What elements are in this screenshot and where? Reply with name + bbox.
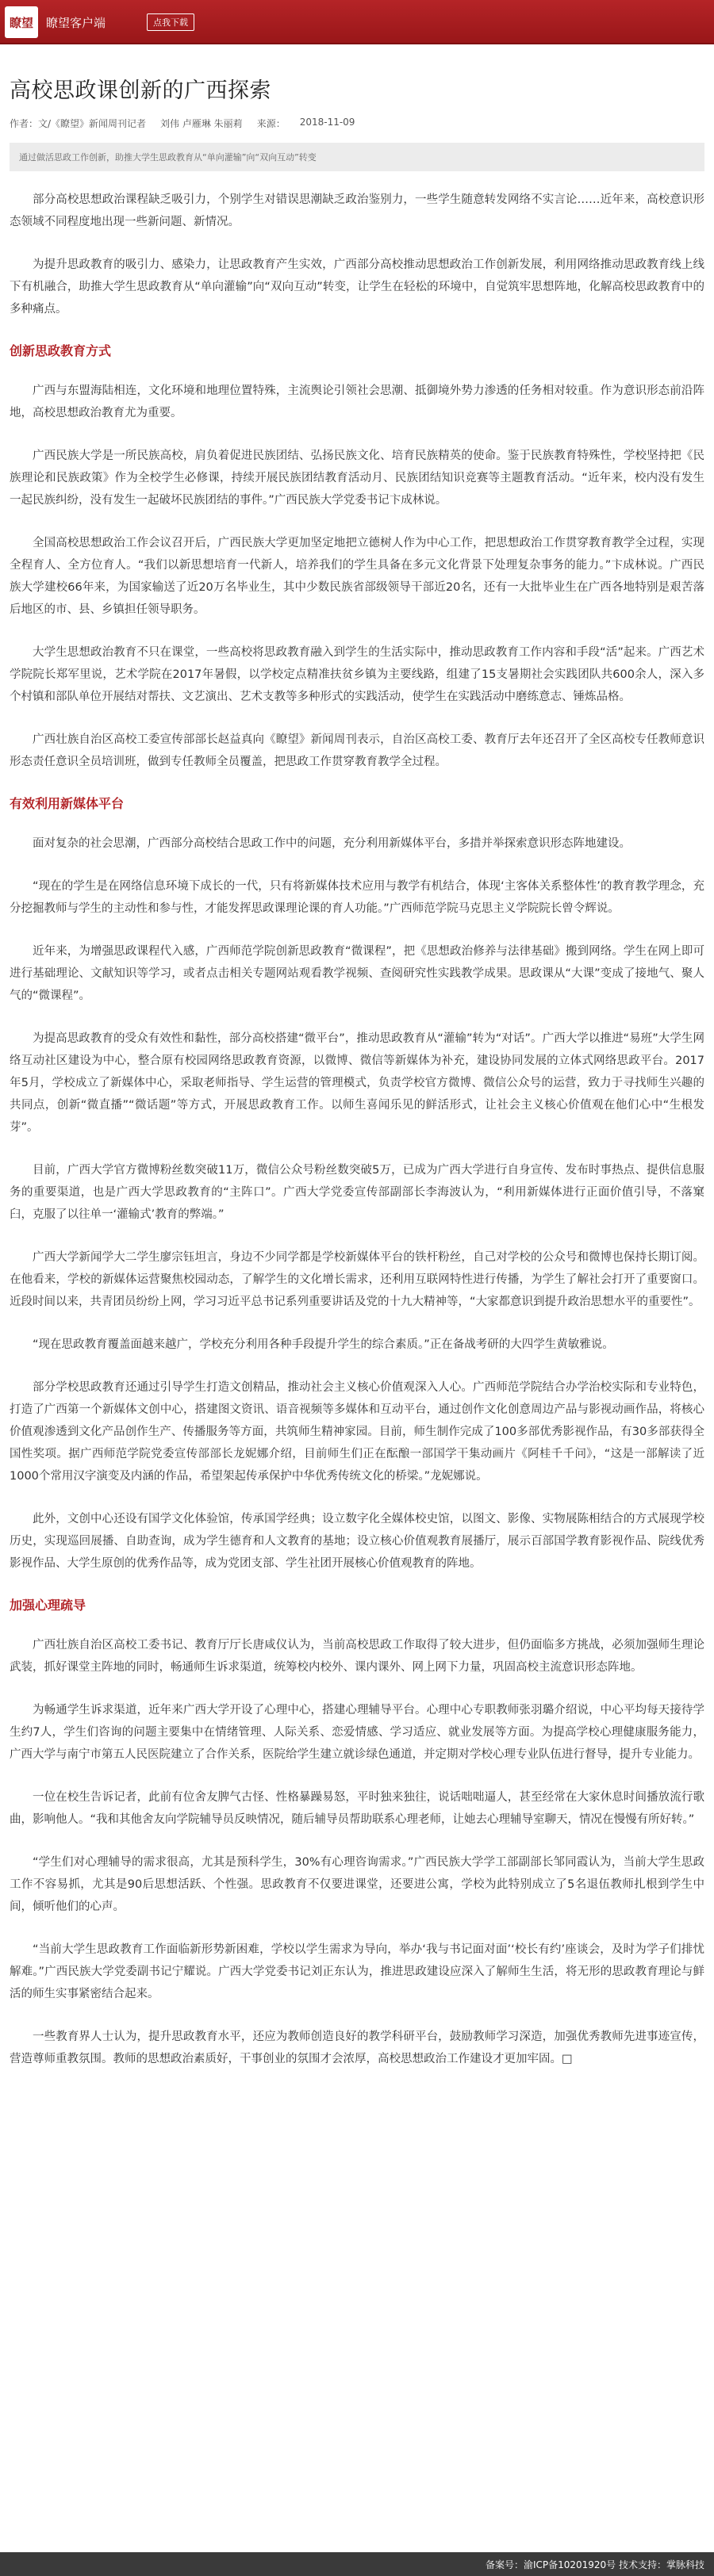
article-reporters: 刘伟 卢雁琳 朱丽莉 — [160, 118, 243, 129]
article-author: 作者：文/《瞭望》新闻周刊记者 — [10, 118, 147, 129]
paragraph: 此外，文创中心还设有国学文化体验馆，传承国学经典；设立数字化全媒体校史馆，以图文、影像、实物展陈相结合的方式展现学校历史，实现巡回展播、自助查询，成为学生德育和人文教育的基地；设立核心价值观教育展播厅，展示百部国学教育影视作品、院线优秀影视作品、大学生原创的优秀作品等，成为党团支部、学生社团开展核心价值观教育的阵地。 — [10, 1513, 704, 1570]
paragraph: 广西大学新闻学大二学生廖宗钰坦言，身边不少同学都是学校新媒体平台的铁杆粉丝，自己对学校的公众号和微博也保持长期订阅。在他看来，学校的新媒体运营聚焦校园动态，了解学生的文化增长需求，还利用互联网特性进行传播，为学生了解社会打开了重要窗口。近段时间以来，共青团员纷纷上网，学习习近平总书记系列重要讲话及党的十九大精神等，“大家都意识到提升政治思想水平的重要性”。 — [10, 1251, 704, 1308]
paragraph: “学生们对心理辅导的需求很高，尤其是预科学生，30%有心理咨询需求。”广西民族大学学工部副部长邹同霞认为，当前大学生思政工作不容易抓，尤其是90后思想活跃、个性强。思政教育不仅要进课堂，还要进公寓，学校为此特别成立了5名退伍教师扎根到学生中间，倾听他们的心声。 — [10, 1856, 704, 1913]
paragraph: 广西民族大学是一所民族高校，肩负着促进民族团结、弘扬民族文化、培育民族精英的使命。鉴于民族教育特殊性，学校坚持把《民族理论和民族政策》作为全校学生必修课，持续开展民族团结教育活动月、民族团结知识竞赛等主题教育活动。“近年来，校内没有发生一起民族纠纷，没有发生一起破坏民族团结的事件。”广西民族大学党委书记卞成林说。 — [10, 450, 704, 507]
article-meta — [10, 117, 704, 130]
paragraph: 广西壮族自治区高校工委书记、教育厅厅长唐咸仪认为，当前高校思政工作取得了较大进步，但仍面临多方挑战，必须加强师生理论武装，抓好课堂主阵地的同时，畅通师生诉求渠道，统筹校内校外、课内课外、网上网下力量，巩固高校主流意识形态阵地。 — [10, 1639, 704, 1674]
paragraph: 面对复杂的社会思潮，广西部分高校结合思政工作中的问题，充分利用新媒体平台，多措并举探索意识形态阵地建设。 — [33, 837, 631, 850]
paragraph: 部分高校思想政治课程缺乏吸引力，个别学生对错误思潮缺乏政治鉴别力，一些学生随意转发网络不实言论……近年来，高校意识形态领域不同程度地出现一些新问题、新情况。 — [10, 193, 704, 228]
footer-bar — [0, 2552, 714, 2576]
paragraph: 部分学校思政教育还通过引导学生打造文创精品，推动社会主义核心价值观深入人心。广西师范学院结合办学治校实际和专业特色，打造了广西第一个新媒体文创中心，搭建图文资讯、语音视频等多媒体和互动平台，通过创作文化创意周边产品与影视动画作品，将核心价值观渗透到文化产品创作生产、传播服务等方面，共筑师生精神家园。目前，师生制作完成了100多部优秀影视作品，有30多部获得全国性奖项。据广西师范学院党委宣传部部长龙妮娜介绍，目前师生们正在酝酿一部国学干集动画片《阿桂千千问》，“这是一部解读了近1000个常用汉字演变及内涵的作品，希望架起传承保护中华优秀传统文化的桥梁。”龙妮娜说。 — [10, 1381, 704, 1483]
footer-text: 备案号：渝ICP备10201920号 技术支持：掌脉科技 — [485, 2559, 704, 2570]
paragraph: 广西壮族自治区高校工委宣传部部长赵益真向《瞭望》新闻周刊表示，自治区高校工委、教育厅去年还召开了全区高校专任教师意识形态责任意识全员培训班，做到专任教师全员覆盖，把思政工作贯穿教育教学全过程。 — [10, 733, 704, 768]
article-summary: 通过做活思政工作创新，助推大学生思政教育从“单向灌输”向“双向互动”转变 — [10, 143, 704, 171]
section-heading-new-media: 有效利用新媒体平台 — [10, 796, 125, 811]
paragraph: 为畅通学生诉求渠道，近年来广西大学开设了心理中心，搭建心理辅导平台。心理中心专职教师张羽璐介绍说，中心平均每天接待学生约7人，学生们咨询的问题主要集中在情绪管理、人际关系、恋爱情感、学习适应、就业发展等方面。为提高学校心理健康服务能力，广西大学与南宁市第五人民医院建立了合作关系，医院给学生建立就诊绿色通道，并定期对学校心理专业队伍进行督导，提升专业能力。 — [10, 1704, 704, 1761]
paragraph: 一位在校生告诉记者，此前有位舍友脾气古怪、性格暴躁易怒，平时独来独往，说话咄咄逼人，甚至经常在大家休息时间播放流行歌曲，影响他人。“我和其他舍友向学院辅导员反映情况，随后辅导员帮助联系心理老师，让她去心理辅导室聊天，情况在慢慢有所好转。” — [10, 1791, 704, 1826]
article-header — [0, 73, 714, 171]
page-title: 高校思政课创新的广西探索 — [10, 78, 271, 103]
article-date: 2018-11-09 — [299, 117, 355, 128]
paragraph: 广西与东盟海陆相连，文化环境和地理位置特殊，主流舆论引领社会思潮、抵御境外势力渗透的任务相对较重。作为意识形态前沿阵地，高校思想政治教育尤为重要。 — [10, 385, 704, 419]
paragraph: 目前，广西大学官方微博粉丝数突破11万，微信公众号粉丝数突破5万，已成为广西大学进行自身宣传、发布时事热点、提供信息服务的重要渠道，也是广西大学思政教育的“主阵口”。广西大学党委宣传部副部长李海波认为，“利用新媒体进行正面价值引导，不落窠臼，克服了以往单一‘灌输式’教育的弊端。” — [10, 1164, 704, 1221]
paragraph: 大学生思想政治教育不只在课堂，一些高校将思政教育融入到学生的生活实际中，推动思政教育工作内容和手段“活”起来。广西艺术学院院长郑军里说，艺术学院在2017年暑假，以学校定点精准扶贫乡镇为主要线路，组建了15支暑期社会实践团队共600余人，深入多个村镇和部队单位开展结对帮扶、文艺演出、艺术支教等多种形式的实践活动，使学生在实践活动中磨练意志、锤炼品格。 — [10, 646, 704, 703]
paragraph: “现在的学生是在网络信息环境下成长的一代，只有将新媒体技术应用与教学有机结合，体现‘主客体关系整体性’的教育教学理念，充分挖掘教师与学生的主动性和参与性，才能发挥思政课理论课的育人功能。”广西师范学院马克思主义学院院长曾令辉说。 — [10, 880, 704, 915]
paragraph: 一些教育界人士认为，提升思政教育水平，还应为教师创造良好的教学科研平台，鼓励教师学习深造，加强优秀教师先进事迹宣传，营造尊师重教氛围。教师的思想政治素质好，干事创业的氛围才会浓厚，高校思想政治工作建设才更加牢固。□ — [10, 2031, 704, 2065]
paragraph: “现在思政教育覆盖面越来越广，学校充分利用各种手段提升学生的综合素质。”正在备战考研的大四学生黄敏雅说。 — [33, 1338, 614, 1351]
paragraph: 为提升思政教育的吸引力、感染力，让思政教育产生实效，广西部分高校推动思想政治工作创新发展，利用网络推动思政教育线上线下有机融合，助推大学生思政教育从“单向灌输”向“双向互动”转变，让学生在轻松的环境中，自觉筑牢思想阵地，化解高校思政教育中的多种痛点。 — [10, 258, 704, 316]
top-bar — [0, 0, 714, 44]
article-body — [0, 189, 714, 2070]
article-source: 来源： — [256, 118, 286, 129]
paragraph: 近年来，为增强思政课程代入感，广西师范学院创新思政教育“微课程”，把《思想政治修养与法律基础》搬到网络。学生在网上即可进行基础理论、文献知识等学习，或者点击相关专题网站观看教学视频、查阅研究性实践教学成果。思政课从“大课”变成了接地气、聚人气的“微课程”。 — [10, 945, 704, 1002]
section-heading-counseling: 加强心理疏导 — [10, 1598, 86, 1613]
app-name: 瞭望客户端 — [46, 15, 106, 30]
section-heading-innovation: 创新思政教育方式 — [10, 343, 112, 358]
paragraph: 为提高思政教育的受众有效性和黏性，部分高校搭建“微平台”，推动思政教育从“灌输”转为“对话”。广西大学以推进“易班”大学生网络互动社区建设为中心，整合原有校园网络思政教育资源，以微博、微信等新媒体为补充，建设协同发展的立体式网络思政平台。2017年5月，学校成立了新媒体中心，采取老师指导、学生运营的管理模式，负责学校官方微博、微信公众号的运营，致力于寻找师生兴趣的共同点，创新“微直播”“微话题”等方式，开展思政教育工作。以师生喜闻乐见的鲜活形式，让社会主义核心价值观在他们心中“生根发芽”。 — [10, 1032, 704, 1134]
download-button[interactable]: 点我下载 — [147, 13, 194, 31]
app-logo[interactable]: 瞭望 — [5, 6, 38, 38]
paragraph: “当前大学生思政教育工作面临新形势新困难，学校以学生需求为导向，举办‘我与书记面对面’‘校长有约’座谈会，及时为学子们排忧解难。”广西民族大学党委副书记宁耀说。广西大学党委书记刘正东认为，推进思政建设应深入了解师生生活，将无形的思政教育理论与鲜活的师生实事紧密结合起来。 — [10, 1943, 704, 2000]
paragraph: 全国高校思想政治工作会议召开后，广西民族大学更加坚定地把立德树人作为中心工作，把思想政治工作贯穿教育教学全过程，实现全程育人、全方位育人。“我们以新思想培育一代新人，培养我们的学生具备在多元文化背景下处理复杂事务的能力。”卞成林说。广西民族大学建校66年来，为国家输送了近20万名毕业生，其中少数民族省部级领导干部近20名，还有一大批毕业生在广西各地特别是艰苦落后地区的市、县、乡镇担任领导职务。 — [10, 537, 704, 616]
